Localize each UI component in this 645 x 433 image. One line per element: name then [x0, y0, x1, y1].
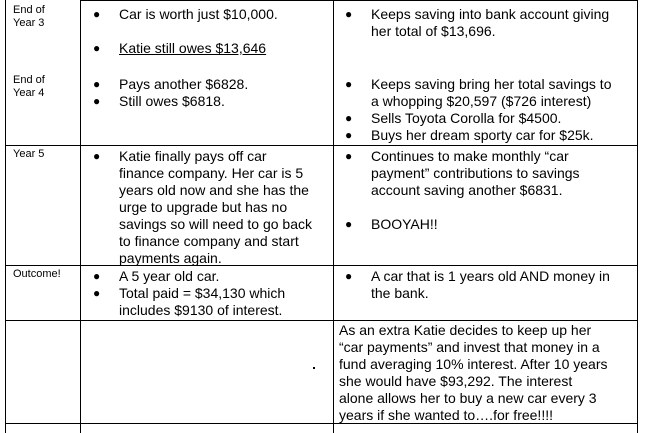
paragraph-line: “car payments” and invest that money in a — [339, 339, 600, 355]
item-text-line: payments again. — [119, 250, 222, 266]
row-separator — [5, 145, 638, 146]
paragraph-line: As an extra Katie decides to keep up her — [339, 322, 592, 338]
bullet-icon: ● — [93, 41, 101, 55]
item-text-line: the bank. — [371, 285, 429, 301]
bullet-icon: ● — [93, 149, 101, 163]
bullet-icon: ● — [345, 128, 353, 142]
bullet-icon: ● — [345, 77, 353, 91]
bullet-icon: ● — [345, 111, 353, 125]
table-border-left — [5, 0, 6, 433]
row-label-line: Outcome! — [13, 268, 61, 280]
item-text-line: her total of $13,696. — [371, 23, 496, 39]
item-text-line: Katie finally pays off car — [119, 148, 267, 164]
table-border-right — [637, 0, 638, 433]
row-label — [13, 268, 61, 281]
bullet-icon: ● — [345, 269, 353, 283]
bullet-icon: ● — [345, 149, 353, 163]
list-item — [93, 6, 278, 23]
extra-paragraph — [339, 322, 608, 424]
row-label-line: Year 4 — [13, 87, 45, 99]
list-item — [345, 268, 610, 302]
row-separator — [5, 320, 638, 321]
list-item — [345, 6, 610, 40]
list-item — [93, 148, 312, 267]
row-separator — [333, 0, 638, 1]
row-label — [13, 74, 45, 100]
item-text-line: urge to upgrade but has no — [119, 199, 288, 215]
row-label-line: End of — [13, 4, 45, 16]
item-text-line: Keeps saving into bank account giving — [371, 6, 610, 22]
row-label-line: Year 5 — [13, 148, 45, 160]
item-text-line: finance company. Her car is 5 — [119, 165, 304, 181]
paragraph-line: she would have $93,292. The interest — [339, 373, 573, 389]
list-item — [345, 148, 580, 199]
item-text-line: Keeps saving bring her total savings to — [371, 76, 612, 92]
bullet-icon: ● — [345, 7, 353, 21]
list-item — [345, 76, 612, 110]
list-item — [93, 268, 220, 285]
table-divider-2 — [333, 0, 334, 433]
bullet-icon: ● — [93, 7, 101, 21]
bullet-icon: ● — [93, 269, 101, 283]
bullet-icon: ● — [93, 286, 101, 300]
item-text: Katie still owes $13,646 — [119, 40, 267, 56]
item-text-line: payment” contributions to savings — [371, 165, 580, 181]
bullet-icon: ● — [345, 217, 353, 231]
row-label-line: Year 3 — [13, 17, 45, 29]
list-item — [345, 110, 562, 127]
item-text: BOOYAH!! — [371, 216, 438, 232]
item-text: Pays another $6828. — [119, 76, 249, 92]
row-label — [13, 148, 44, 161]
item-text: A 5 year old car. — [119, 268, 220, 284]
row-label-line: End of — [13, 74, 45, 86]
table-divider-1 — [80, 0, 81, 433]
item-text-line: Continues to make monthly “car — [371, 148, 569, 164]
paragraph-line: years if she wanted to….for free!!!! — [339, 407, 553, 423]
list-item — [93, 76, 249, 93]
item-text: Buys her dream sporty car for $25k. — [371, 127, 594, 143]
item-text-line: a whopping $20,597 ($726 interest) — [371, 93, 592, 109]
list-item — [345, 127, 594, 144]
item-text-line: A car that is 1 years old AND money in — [371, 268, 610, 284]
item-text-line: account saving another $6831. — [371, 182, 563, 198]
bullet-icon: ● — [93, 77, 101, 91]
item-text: Still owes $6818. — [119, 93, 225, 109]
list-item — [345, 216, 438, 233]
paragraph-line: alone allows her to buy a new car every 3 — [339, 390, 597, 406]
item-text: Sells Toyota Corolla for $4500. — [371, 110, 562, 126]
list-item — [93, 285, 286, 319]
list-item — [93, 93, 225, 110]
row-label — [13, 4, 45, 30]
row-separator — [5, 265, 638, 266]
paragraph-line: fund averaging 10% interest. After 10 years — [339, 356, 608, 372]
item-text-line: Total paid = $34,130 which — [119, 285, 286, 301]
item-text-line: years old now and she has the — [119, 182, 309, 198]
item-text-line: includes $9130 of interest. — [119, 302, 283, 318]
row-separator — [80, 0, 334, 1]
bullet-icon: ● — [93, 94, 101, 108]
item-text-line: to finance company and start — [119, 233, 299, 249]
item-text-line: savings so will need to go back — [119, 216, 312, 232]
item-text: Car is worth just $10,000. — [119, 6, 278, 22]
list-item — [93, 40, 267, 57]
stray-mark — [313, 367, 315, 369]
